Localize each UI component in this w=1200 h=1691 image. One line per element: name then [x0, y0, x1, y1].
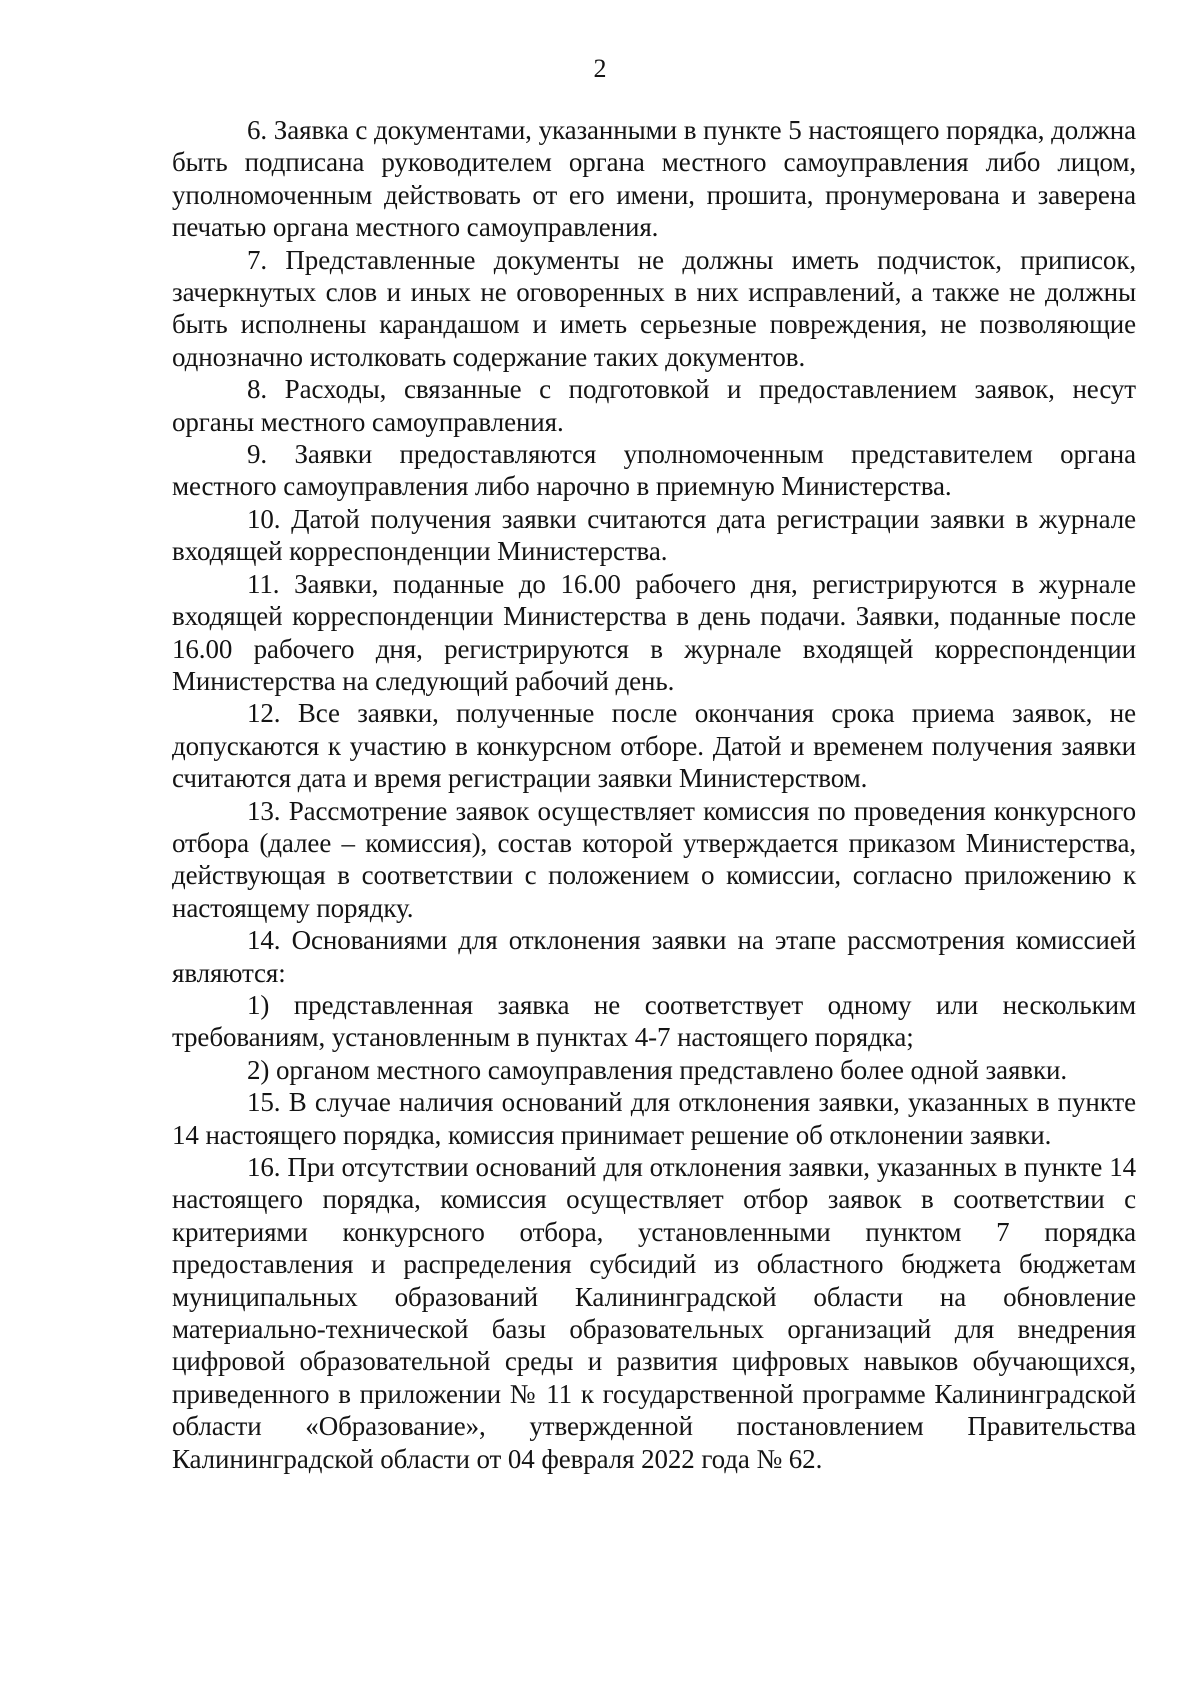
paragraph-7: 7. Представленные документы не должны иметь подчисток, приписок, зачеркнутых слов и иных не оговоренных в них исправлений, а также не должны быть исполнены карандашом и иметь серьезные повреждения, не позволяющие однозначно истолковать содержание таких документов.: [172, 244, 1136, 372]
paragraph-14-item-2: 2) органом местного самоуправления представлено более одной заявки.: [247, 1054, 1067, 1085]
paragraph-13: 13. Рассмотрение заявок осуществляет комиссия по проведения конкурсного отбора (далее – комиссия), состав которой утверждается приказом Министерства, действующая в соответствии с положением о комиссии, согласно приложению к настоящему порядку.: [172, 795, 1136, 923]
paragraph-14: 14. Основаниями для отклонения заявки на этапе рассмотрения комиссией являются:: [172, 925, 1136, 988]
paragraph-8: 8. Расходы, связанные с подготовкой и предоставлением заявок, несут органы местного самоуправления.: [172, 374, 1136, 437]
paragraph-11: 11. Заявки, поданные до 16.00 рабочего дня, регистрируются в журнале входящей корреспонденции Министерства в день подачи. Заявки, поданные после 16.00 рабочего дня, регистрируются в журнале входящей корреспонденции Министерства на следующий рабочий день.: [172, 568, 1136, 696]
paragraph-16: 16. При отсутствии оснований для отклонения заявки, указанных в пункте 14 настоящего порядка, комиссия осуществляет отбор заявок в соответствии с критериями конкурсного отбора, установленными пунктом 7 порядка предоставления и распределения субсидий из областного бюджета бюджетам муниципальных образований Калининградской области на обновление материально-технической базы образовательных организаций для внедрения цифровой образовательной среды и развития цифровых навыков обучающихся, приведенного в приложении № 11 к государственной программе Калининградской области «Образование», утвержденной постановлением Правительства Калининградской области от 04 февраля 2022 года № 62.: [172, 1152, 1136, 1474]
paragraph-14-item-1: 1) представленная заявка не соответствует одному или нескольким требованиям, установленным в пунктах 4-7 настоящего порядка;: [172, 989, 1136, 1053]
document-body: [172, 114, 1136, 1475]
paragraph-6: 6. Заявка с документами, указанными в пункте 5 настоящего порядка, должна быть подписана руководителем органа местного самоуправления либо лицом, уполномоченным действовать от его имени, прошита, пронумерована и заверена печатью органа местного самоуправления.: [172, 115, 1136, 243]
page-number: 2: [593, 54, 607, 83]
paragraph-10: 10. Датой получения заявки считаются дата регистрации заявки в журнале входящей корреспонденции Министерства.: [172, 503, 1136, 567]
paragraph-15: 15. В случае наличия оснований для отклонения заявки, указанных в пункте 14 настоящего порядка, комиссия принимает решение об отклонении заявки.: [172, 1087, 1136, 1150]
paragraph-9: 9. Заявки предоставляются уполномоченным представителем органа местного самоуправления либо нарочно в приемную Министерства.: [172, 439, 1136, 502]
paragraph-12: 12. Все заявки, полученные после окончания срока приема заявок, не допускаются к участию в конкурсном отборе. Датой и временем получения заявки считаются дата и время регистрации заявки Министерством.: [172, 698, 1136, 794]
